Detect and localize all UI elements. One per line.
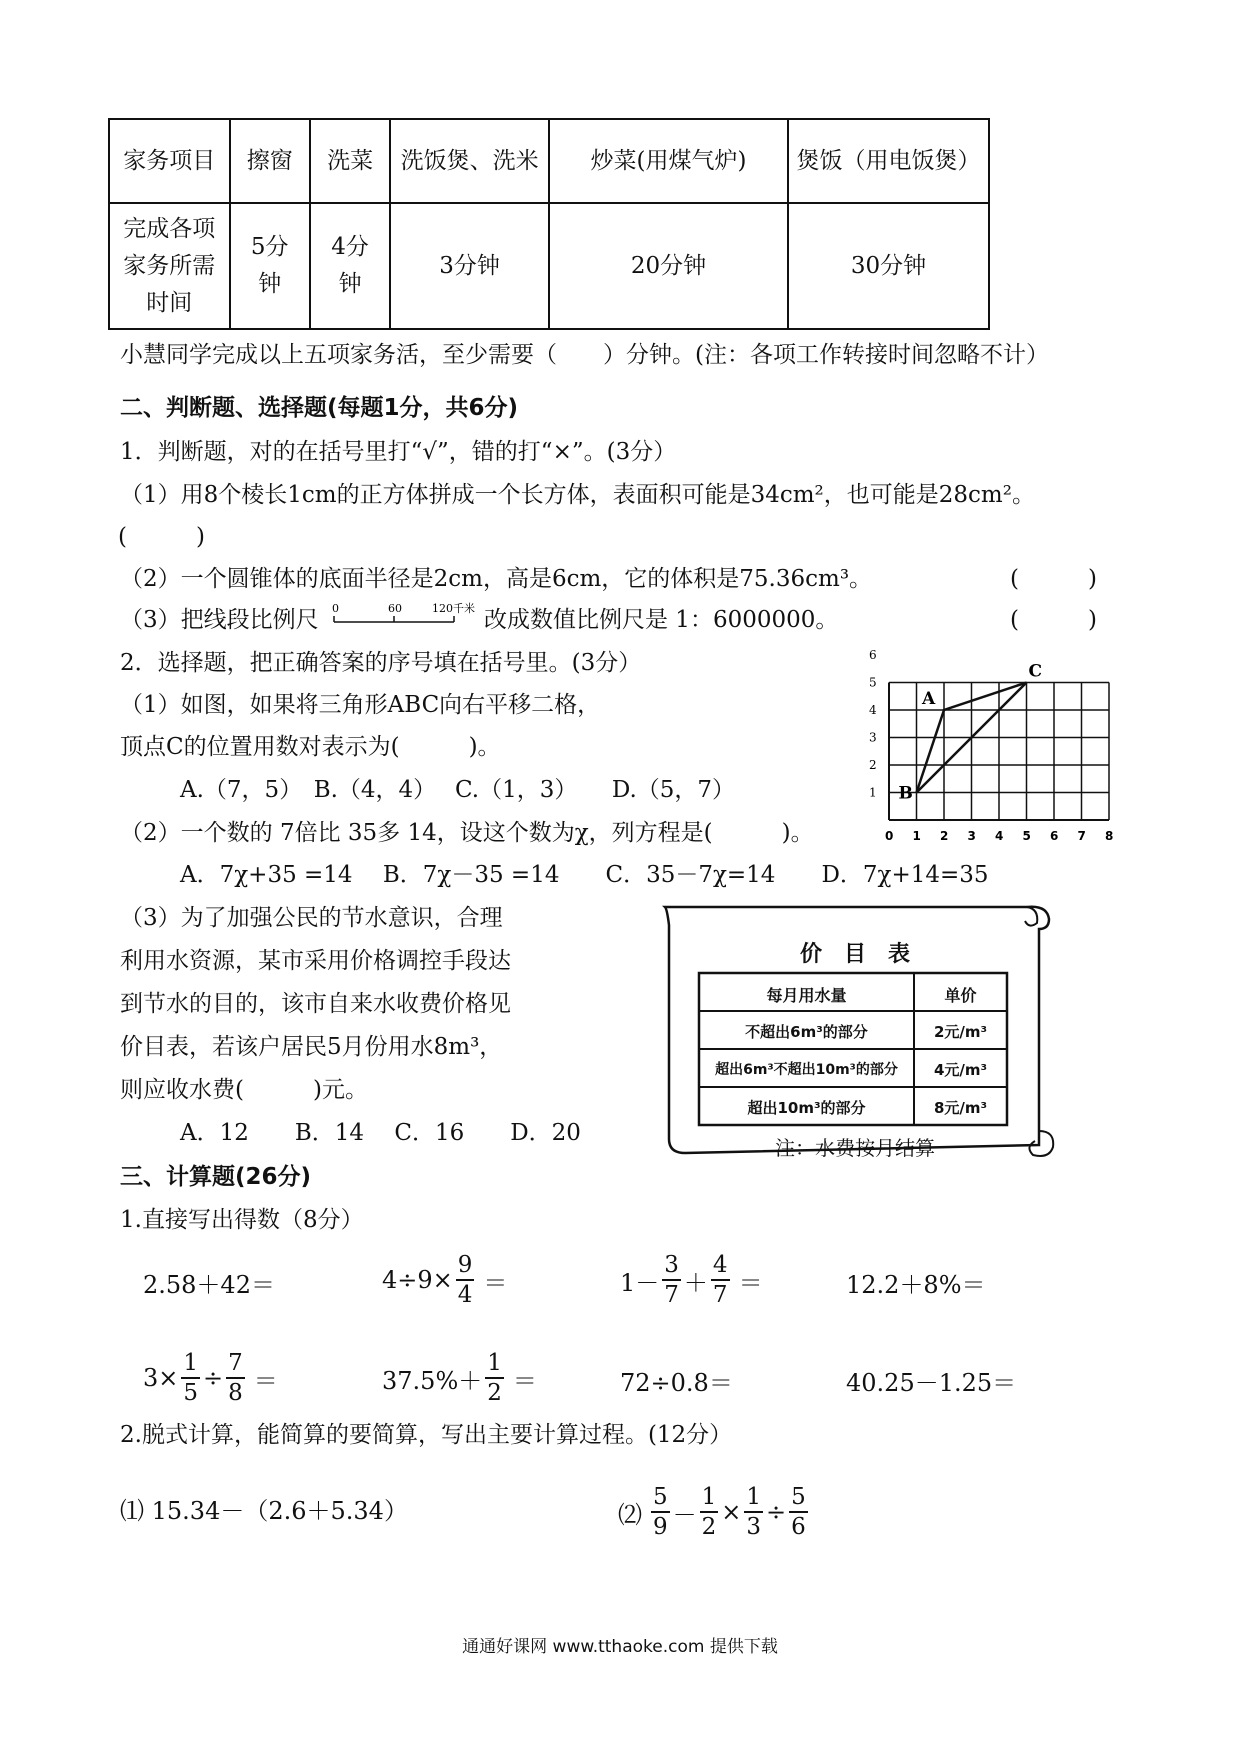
q2-2-options: A．7χ+35 =14 B．7χ－35 =14 C．35－7χ=14 D．7χ+14=35 [180,862,989,888]
q2-3-options: A．12 B．14 C．16 D．20 [180,1120,581,1146]
fraction [789,1483,808,1541]
table-cell: 5分钟 [230,203,310,329]
fraction [181,1349,200,1407]
chores-table [108,118,990,330]
section-3-title: 三、计算题(26分) [120,1164,312,1190]
q1-1: （1）用8个棱长1cm的正方体拼成一个长方体，表面积可能是34cm²，也可能是28cm²。 [120,482,1035,508]
fraction [744,1483,763,1541]
price-cell: 超出10m³的部分 [747,1099,866,1117]
table-cell: 20分钟 [549,203,788,329]
scale-label: 120千米 [432,602,475,615]
fraction [485,1349,504,1407]
expr-text: ＝ [483,1268,508,1297]
y-tick-label: 5 [869,675,877,690]
price-cell: 4元/m³ [933,1061,988,1079]
numerator: 1 [744,1483,763,1513]
expr-text: ÷ [766,1498,787,1526]
q2-1-options: A.（7，5） B.（4，4） C.（1，3） D.（5，7） [180,777,736,803]
table-cell: 家务项目 [109,119,230,203]
calc-2d: 40.25－1.25＝ [846,1369,1017,1397]
calc-2a [143,1338,278,1418]
table-cell: 3分钟 [390,203,549,329]
vertex-label: C [1028,661,1043,682]
denominator: 7 [664,1282,679,1308]
price-table-scroll [655,895,1055,1170]
calc-2c: 72÷0.8＝ [620,1369,733,1397]
fraction [456,1251,475,1309]
q2-3-line: 利用水资源，某市采用价格调控手段达 [120,948,511,974]
denominator: 5 [183,1380,199,1406]
q1-title: 1．判断题，对的在括号里打“√”，错的打“×”。(3分） [120,439,677,465]
x-tick-label: 5 [1022,829,1031,843]
coordinate-grid [864,650,1114,850]
expr-text: ＝ [253,1366,278,1395]
numerator: 3 [662,1251,681,1281]
fraction [226,1349,245,1407]
x-tick-label: 1 [912,829,921,843]
denominator: 3 [746,1514,762,1540]
q2-title: 2．选择题，把正确答案的序号填在括号里。(3分） [120,650,642,676]
scale-label: 0 [332,602,339,615]
section-2-title: 二、判断题、选择题(每题1分，共6分) [120,395,519,421]
expr-text: 4÷9× [382,1266,453,1294]
table-question: 小慧同学完成以上五项家务活，至少需要（ ）分钟。(注：各项工作转接时间忽略不计） [120,342,1049,368]
x-tick-label: 3 [967,829,976,843]
x-tick-label: 6 [1050,829,1059,843]
denominator: 2 [487,1380,502,1406]
calc-p1: ⑴ 15.34－（2.6＋5.34） [120,1497,408,1525]
q1-1-paren: ( ) [118,524,205,550]
q1-2: （2）一个圆锥体的底面半径是2cm，高是6cm，它的体积是75.36cm³。 [120,566,873,592]
footer-text: 通通好课网 www.tthaoke.com 提供下载 [462,1637,778,1657]
q1-3-prefix: （3）把线段比例尺 [120,607,319,633]
table-cell: 完成各项家务所需时间 [109,203,230,329]
denominator: 7 [712,1282,728,1308]
numerator: 9 [456,1251,475,1281]
expr-text: ＋ [683,1268,708,1297]
numerator: 1 [485,1349,504,1379]
table-cell: 4分钟 [310,203,390,329]
x-tick-label: 4 [995,829,1004,843]
denominator: 6 [791,1514,806,1540]
q1-3-paren: ( ) [1010,607,1097,633]
table-cell: 30分钟 [788,203,989,329]
numerator: 4 [711,1251,730,1281]
expr-text: 37.5%＋ [382,1366,483,1395]
table-cell: 擦窗 [230,119,310,203]
vertex-label: B [898,783,913,804]
line-segment-scale [332,600,482,632]
table-cell: 洗菜 [310,119,390,203]
price-cell: 超出6m³不超出10m³的部分 [715,1062,898,1078]
numerator: 5 [651,1483,670,1513]
vertex-label: A [922,689,936,709]
calc-2b [382,1338,537,1418]
expr-text: ＝ [738,1268,763,1297]
denominator: 9 [653,1514,668,1540]
table-cell: 煲饭（用电饭煲） [788,119,989,203]
q2-3-line: 则应收水费( )元。 [120,1077,368,1103]
calc-1b [382,1240,507,1320]
numerator: 1 [700,1483,719,1513]
calc-q2-title: 2.脱式计算，能简算的要简算，写出主要计算过程。(12分） [120,1422,733,1448]
y-tick-label: 1 [869,785,877,800]
fraction [662,1251,681,1309]
table-cell: 洗饭煲、洗米 [390,119,549,203]
numerator: 5 [789,1483,808,1513]
calc-q1-title: 1.直接写出得数（8分） [120,1207,364,1233]
x-tick-label: 0 [885,829,894,843]
numerator: 1 [181,1349,200,1379]
calc-p2 [618,1472,811,1552]
fraction [700,1483,719,1541]
expr-text: 1－ [620,1268,660,1297]
table-cell: 炒菜(用煤气炉) [549,119,788,203]
y-tick-label: 4 [869,703,877,717]
price-header-usage: 每月用水量 [766,986,847,1005]
calc-1a: 2.58＋42＝ [143,1271,275,1299]
price-cell: 2元/m³ [933,1023,988,1041]
x-tick-label: 7 [1077,829,1086,843]
y-tick-label: 3 [869,730,877,745]
price-table-title: 价 目 表 [799,942,910,967]
denominator: 2 [701,1514,717,1540]
q1-3-suffix: 改成数值比例尺是 1：6000000。 [484,607,839,633]
price-table-note: 注：水费按月结算 [775,1136,935,1160]
expr-text: × [721,1498,742,1526]
numerator: 7 [226,1349,245,1379]
q1-2-paren: ( ) [1010,566,1097,592]
q2-1-line1: （1）如图，如果将三角形ABC向右平移二格， [120,692,601,718]
calc-1d: 12.2＋8%＝ [846,1271,986,1299]
q2-1-line2: 顶点C的位置用数对表示为( )。 [120,734,501,760]
q2-3-line: 价目表，若该户居民5月份用水8m³， [120,1034,503,1060]
expr-text: ÷ [203,1364,224,1392]
scale-label: 60 [388,602,402,615]
expr-text: 3× [143,1364,179,1392]
calc-1c [620,1240,763,1320]
y-tick-label: 2 [869,758,877,772]
q2-3-line: （3）为了加强公民的节水意识，合理 [120,905,503,931]
y-tick-label: 6 [869,650,877,662]
price-header-unit: 单价 [944,986,977,1005]
x-tick-label: 2 [940,829,949,843]
denominator: 4 [457,1282,473,1308]
q2-2: （2）一个数的 7倍比 35多 14，设这个数为χ，列方程是( )。 [120,820,814,846]
price-cell: 8元/m³ [933,1099,988,1117]
q2-3-line: 到节水的目的，该市自来水收费价格见 [120,991,511,1017]
price-cell: 不超出6m³的部分 [745,1023,868,1041]
fraction [651,1483,670,1541]
x-tick-label: 8 [1105,829,1114,843]
fraction [711,1251,730,1309]
denominator: 8 [228,1380,243,1406]
expr-text: ＝ [512,1366,537,1395]
expr-text: ⑵ [618,1500,642,1529]
expr-text: － [672,1500,697,1529]
